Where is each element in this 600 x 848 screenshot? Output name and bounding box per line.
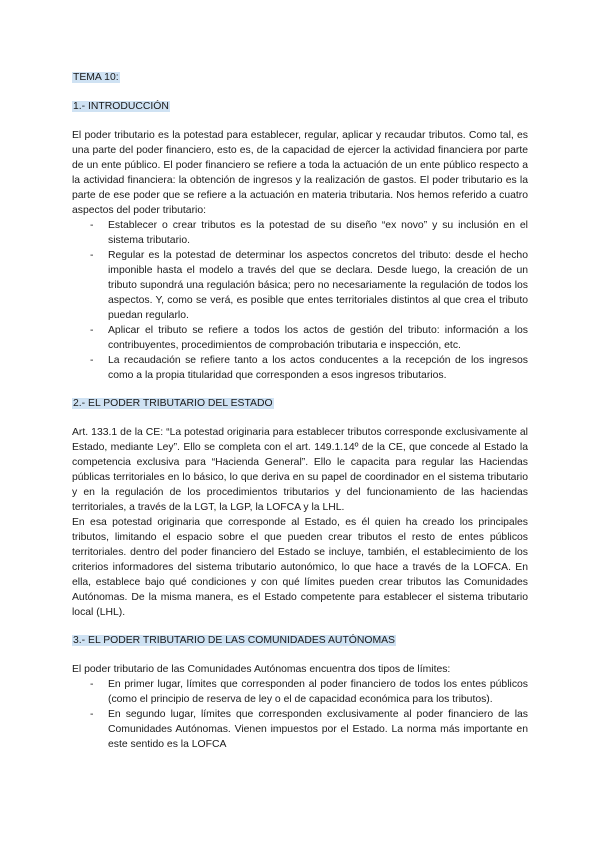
document-page (72, 70, 528, 752)
list-item: - Aplicar el tributo se refiere a todos los actos de gestión del tributo: información a los contribuyentes, procedimientos de comprobación tributaria e inspección, etc. (108, 323, 528, 353)
section-heading-text: 3.- EL PODER TRIBUTARIO DE LAS COMUNIDADES AUTÓNOMAS (73, 635, 395, 646)
paragraph: El poder tributario es la potestad para establecer, regular, aplicar y recaudar tributos. Como tal, es una parte del poder financiero, esto es, de la capacidad de ejercer la actividad financiera por parte de un ente público. El poder financiero se refiere a toda la actuación de un ente público respecto a la actividad financiera: la obtención de ingresos y la realización de gastos. El poder tributario es la parte de ese poder que se refiere a la actuación en materia tributaria. Nos hemos referido a cuatro aspectos del poder tributario: (72, 130, 528, 216)
section-heading (72, 396, 528, 411)
section-heading-text: 2.- EL PODER TRIBUTARIO DEL ESTADO (73, 398, 273, 409)
paragraph: En esa potestad originaria que corresponde al Estado, es él quien ha creado los principales tributos, limitando el espacio sobre el que pueden crear tributos el resto de entes públicos territoriales. dentro del poder financiero del Estado se incluye, también, el establecimiento de los criterios informadores del sistema tributario autonómico, lo que hace a través de la LOFCA. En ella, establece bajo qué condiciones y con qué límites pueden crear tributos las Comunidades Autónomas. De la misma manera, es el Estado competente para establecer el sistema tributario local (LHL). (72, 517, 528, 618)
list-item: - Regular es la potestad de determinar los aspectos concretos del tributo: desde el hecho imponible hasta el modelo a través del que se declara. Desde luego, la creación de un tributo supondrá una regulación básica; pero no necesariamente la regulación de todos los aspectos. Y, como se verá, es posible que entes territoriales distintos al que crea el tributo puedan regularlo. (108, 248, 528, 323)
document-title-text: TEMA 10: (73, 72, 119, 83)
section-heading-text: 1.- INTRODUCCIÓN (73, 101, 169, 112)
list-item: - La recaudación se refiere tanto a los actos conducentes a la recepción de los ingresos como a la propia titularidad que corresponden a esos ingresos tributarios. (108, 353, 528, 383)
bullet-list (72, 677, 528, 752)
section-heading (72, 99, 528, 114)
bullet-list (72, 218, 528, 383)
list-item: - En segundo lugar, límites que corresponden exclusivamente al poder financiero de las Comunidades Autónomas. Vienen impuestos por el Estado. La norma más importante en este sentido es la LOFCA (108, 707, 528, 752)
list-item: - Establecer o crear tributos es la potestad de su diseño “ex novo” y su inclusión en el sistema tributario. (108, 218, 528, 248)
document-title (72, 70, 528, 85)
paragraph: El poder tributario de las Comunidades Autónomas encuentra dos tipos de límites: (72, 664, 451, 675)
section-heading (72, 633, 528, 648)
paragraph: Art. 133.1 de la CE: “La potestad originaria para establecer tributos corresponde exclusivamente al Estado, mediante Ley”. Ello se completa con el art. 149.1.14º de la CE, que concede al Estado la competencia exclusiva para “Hacienda General”. Ello le capacita para regular las Haciendas públicas territoriales en lo básico, lo que deriva en su papel de coordinador en el sistema tributario y en la regulación de los procedimientos tributarios y del funcionamiento de las haciendas territoriales, a través de la LGT, la LGP, la LOFCA y la LHL. (72, 427, 528, 513)
list-item: - En primer lugar, límites que corresponden al poder financiero de todos los entes públicos (como el principio de reserva de ley o el de capacidad económica para los tributos). (108, 677, 528, 707)
